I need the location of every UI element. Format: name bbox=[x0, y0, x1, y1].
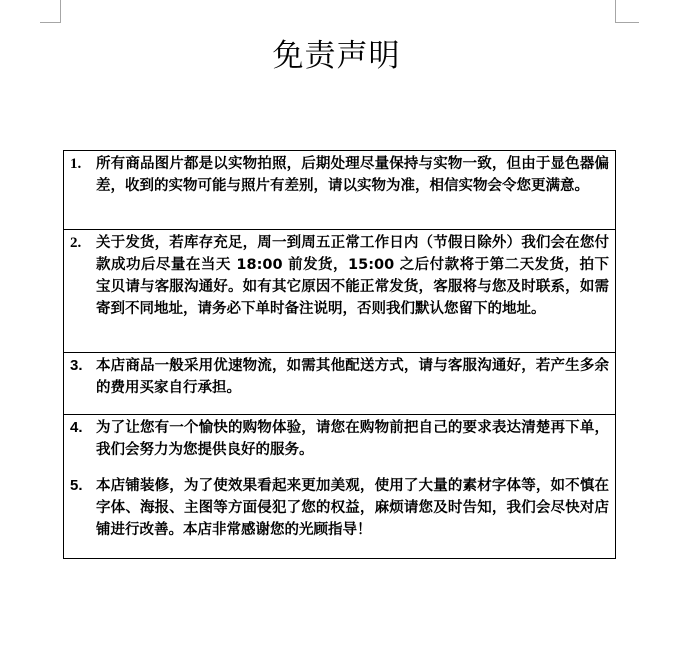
item-text: 关于发货，若库存充足，周一到周五正常工作日内（节假日除外）我们会在您付款成功后尽量在当天 18:00 前发货，15:00 之后付款将于第二天发货，拍下宝贝请与客服沟通好。如有其它原因不能正常发货，客服将与您及时联系，如需寄到不同地址，请务必下单时备注说明，否则我们默认您留下的地址。 bbox=[96, 235, 609, 317]
list-item bbox=[70, 355, 609, 399]
item-number: 2. bbox=[70, 235, 82, 251]
item-text: 本店商品一般采用优速物流，如需其他配送方式，请与客服沟通好，若产生多余的费用买家自行承担。 bbox=[96, 358, 609, 396]
disclaimer-row-2 bbox=[64, 230, 615, 353]
item-text: 所有商品图片都是以实物拍照，后期处理尽量保持与实物一致，但由于显色器偏差，收到的实物可能与照片有差别，请以实物为准，相信实物会令您更满意。 bbox=[96, 156, 609, 194]
item-text: 本店铺装修，为了使效果看起来更加美观，使用了大量的素材字体等，如不慎在字体、海报、主图等方面侵犯了您的权益，麻烦请您及时告知，我们会尽快对店铺进行改善。本店非常感谢您的光顾指导！ bbox=[96, 478, 609, 538]
list-item bbox=[70, 153, 609, 197]
item-number: 5. bbox=[70, 477, 83, 494]
list-item bbox=[70, 417, 609, 461]
disclaimer-row-3 bbox=[64, 353, 615, 415]
page-title: 免责声明 bbox=[272, 38, 401, 74]
disclaimer-row-4 bbox=[64, 415, 615, 558]
item-number: 4. bbox=[70, 419, 83, 436]
page-corner-mark-top-left bbox=[40, 0, 61, 23]
item-number: 3. bbox=[70, 357, 83, 374]
disclaimer-table bbox=[63, 150, 616, 559]
list-item bbox=[70, 475, 609, 541]
page-corner-mark-top-right bbox=[615, 0, 639, 23]
spacer bbox=[70, 461, 609, 475]
disclaimer-row-1 bbox=[64, 151, 615, 230]
item-text: 为了让您有一个愉快的购物体验，请您在购物前把自己的要求表达清楚再下单，我们会努力为您提供良好的服务。 bbox=[96, 420, 609, 458]
list-item bbox=[70, 232, 609, 320]
item-number: 1. bbox=[70, 156, 82, 172]
